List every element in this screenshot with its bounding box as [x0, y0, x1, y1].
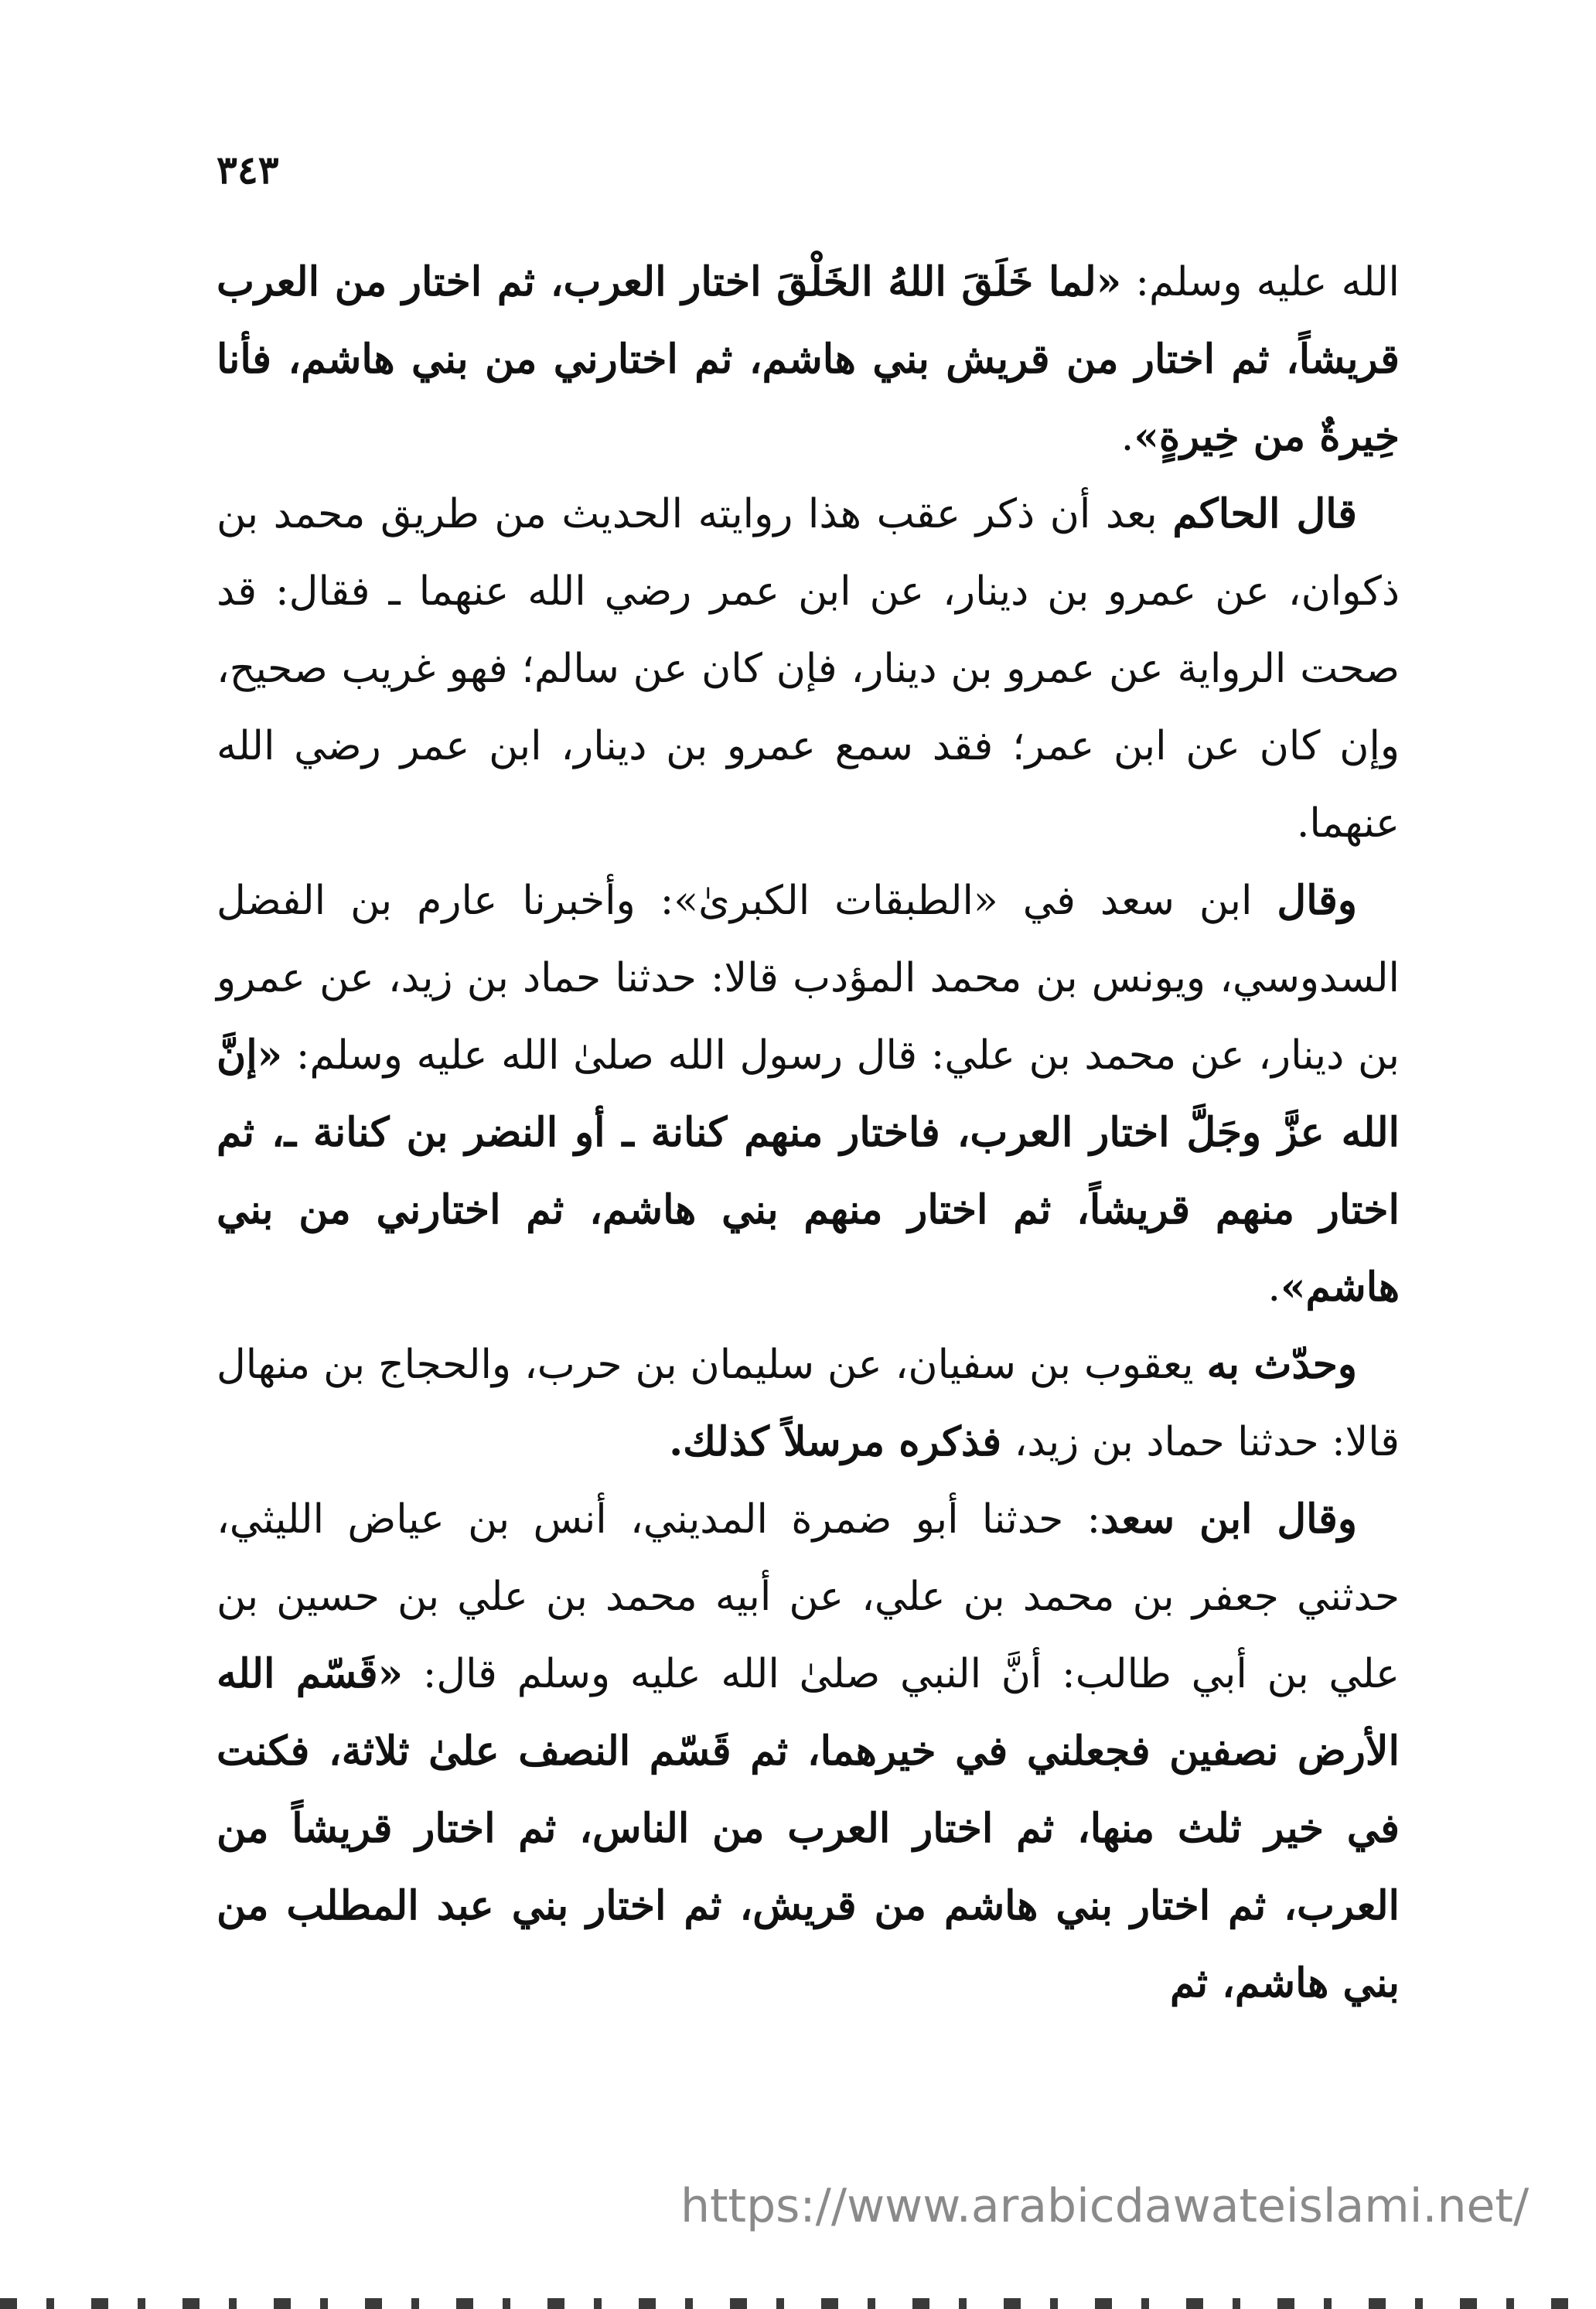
text-run: : حدثنا أبو ضمرة المديني، أنس بن عياض الليثي، حدثني جعفر بن محمد بن علي، عن أبيه محمد بن علي بن حسين بن علي بن أبي طالب: أنَّ النبي صلىٰ الله عليه وسلم قال:: [217, 1496, 1400, 1697]
hadith-quote: «إنَّ الله عزَّ وجَلَّ اختار العرب، فاختار منهم كنانة ـ أو النضر بن كنانة ـ، ثم اختار منهم قريشاً، ثم اختار منهم بني هاشم، ثم اختارني من بني هاشم»: [217, 1032, 1400, 1311]
lead-phrase: وقال ابن سعد: [1100, 1496, 1357, 1543]
text-run: يعقوب بن سفيان، عن سليمان بن حرب، والحجاج بن منهال قالا: حدثنا حماد بن زيد،: [217, 1342, 1400, 1465]
page-text-body: [217, 244, 1400, 2022]
bold-phrase: فذكره مرسلاً كذلك.: [669, 1418, 1002, 1465]
lead-phrase: وقال: [1277, 877, 1357, 924]
hadith-quote: «لما خَلَقَ اللهُ الخَلْقَ اختار العرب، ثم اختار من العرب قريشاً، ثم اختار من قريش بني هاشم، ثم اختارني من بني هاشم، فأنا خِيرةٌ من خِيرةٍ»: [217, 258, 1400, 460]
page-number: ٣٤٣: [217, 147, 279, 193]
paragraph-2: [217, 476, 1400, 862]
paragraph-1: [217, 244, 1400, 476]
paragraph-5: [217, 1481, 1400, 2022]
text-run: .: [1267, 1264, 1281, 1311]
scan-edge-artifact: [0, 2298, 1596, 2309]
lead-phrase: وحدّث به: [1206, 1341, 1357, 1388]
hadith-quote: «قَسّم الله الأرض نصفين فجعلني في خيرهما، ثم قَسّم النصف علىٰ ثلاثة، فكنت في خير ثلث منها، ثم اختار العرب من الناس، ثم اختار قريشاً من العرب، ثم اختار بني هاشم من قريش، ثم اختار بني عبد المطلب من بني هاشم، ثم: [217, 1650, 1400, 2007]
text-run: الله عليه وسلم:: [1121, 259, 1400, 305]
paragraph-3: [217, 862, 1400, 1326]
text-run: ابن سعد في «الطبقات الكبرىٰ»: وأخبرنا عارم بن الفضل السدوسي، ويونس بن محمد المؤدب قالا: حدثنا حماد بن زيد، عن عمرو بن دينار، عن محمد بن علي: قال رسول الله صلىٰ الله عليه وسلم:: [217, 878, 1400, 1079]
text-run: .: [1120, 414, 1134, 460]
watermark-url: https://www.arabicdawateislami.net/: [680, 2179, 1530, 2233]
paragraph-4: [217, 1326, 1400, 1481]
text-run: بعد أن ذكر عقب هذا روايته الحديث من طريق محمد بن ذكوان، عن عمرو بن دينار، عن ابن عمر رضي الله عنهما ـ فقال: قد صحت الرواية عن عمرو بن دينار، فإن كان عن سالم؛ فهو غريب صحيح، وإن كان عن ابن عمر؛ فقد سمع عمرو بن دينار، ابن عمر رضي الله عنهما.: [217, 491, 1400, 847]
lead-phrase: قال الحاكم: [1172, 490, 1358, 537]
